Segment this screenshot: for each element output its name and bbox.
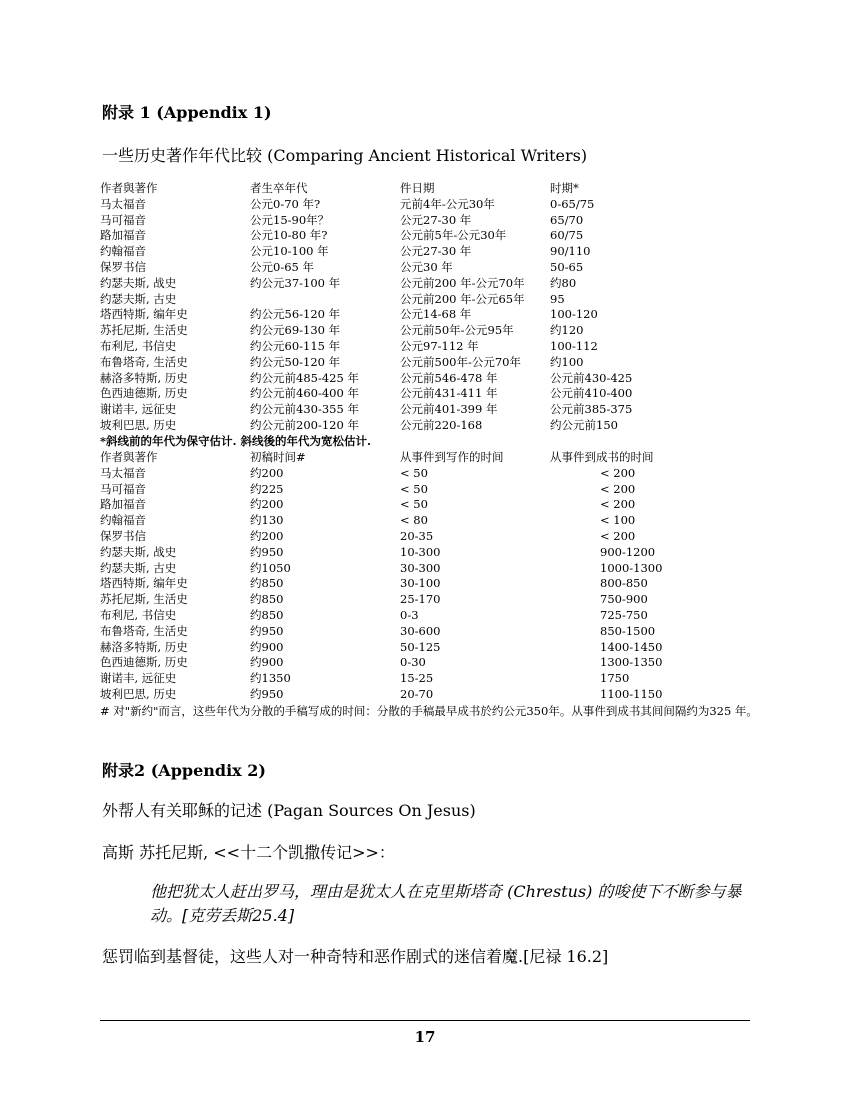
- table-cell: 800-850: [600, 576, 648, 591]
- table-cell: 约公元前485-425 年: [250, 370, 359, 385]
- table-row: [100, 513, 750, 529]
- table-row: [100, 466, 750, 482]
- table-cell: 0-3: [400, 607, 419, 622]
- table-cell: 公元前50年-公元95年: [400, 323, 514, 338]
- table-row: [100, 276, 700, 292]
- table-cell: 约950: [250, 686, 284, 701]
- table-cell: 赫洛多特斯, 历史: [100, 639, 188, 654]
- table-cell: 公元前5年-公元30年: [400, 228, 507, 243]
- table-cell: 公元97-112 年: [400, 338, 479, 353]
- table-row: [100, 687, 750, 703]
- table-cell: 坡利巴思, 历史: [100, 686, 177, 701]
- table-cell: 725-750: [600, 607, 648, 622]
- table-cell: 公元前500年-公元70年: [400, 354, 521, 369]
- table-cell: 95: [550, 291, 565, 306]
- table-cell: 约公元前460-400 年: [250, 386, 359, 401]
- table-cell: < 200: [600, 465, 636, 480]
- table-cell: 50-65: [550, 259, 584, 274]
- footer-rule: [100, 1020, 750, 1021]
- table-cell: 25-170: [400, 592, 441, 607]
- table-cell: 约公元50-120 年: [250, 354, 341, 369]
- table-row: [100, 213, 700, 229]
- writers-date-table: [100, 181, 700, 434]
- table-row: [100, 482, 750, 498]
- table-cell: 路加福音: [100, 228, 146, 243]
- table-cell: 约100: [550, 354, 584, 369]
- table-cell: 公元15-90年？: [250, 212, 330, 227]
- table-row: [100, 608, 750, 624]
- table-cell: 20-70: [400, 686, 434, 701]
- table-cell: 约850: [250, 607, 284, 622]
- table-row: [100, 561, 750, 577]
- table-header-row: [100, 181, 700, 197]
- table-row: [100, 339, 700, 355]
- table-cell: 公元27-30 年: [400, 244, 472, 259]
- table-cell: 约公元前200-120 年: [250, 417, 359, 432]
- table-cell: 公元前401-399 年: [400, 402, 498, 417]
- table-cell: 公元14-68 年: [400, 307, 472, 322]
- table-row: [100, 197, 700, 213]
- table-row: [100, 402, 700, 418]
- table-cell: 约225: [250, 481, 284, 496]
- table-cell: 约950: [250, 623, 284, 638]
- table-cell: 约瑟夫斯, 古史: [100, 291, 177, 306]
- table-cell: 马太福音: [100, 196, 146, 211]
- table-cell: 约200: [250, 528, 284, 543]
- table-cell: < 50: [400, 465, 428, 480]
- table-cell: 750-900: [600, 592, 648, 607]
- table-cell: 900-1200: [600, 544, 656, 559]
- table-cell: 约1350: [250, 671, 291, 686]
- table-cell: 约80: [550, 275, 577, 290]
- table-cell: 65/70: [550, 212, 584, 227]
- table-cell: 布利尼, 书信史: [100, 338, 177, 353]
- table-header-cell: 作者與著作: [100, 450, 158, 464]
- table-cell: 塔西特斯, 编年史: [100, 307, 188, 322]
- table-row: [100, 228, 700, 244]
- table-cell: 60/75: [550, 228, 584, 243]
- table-row: [100, 260, 700, 276]
- table-row: [100, 323, 700, 339]
- table-cell: 公元0-65 年: [250, 259, 314, 274]
- table-cell: 50-125: [400, 639, 441, 654]
- table-cell: 约瑟夫斯, 古史: [100, 560, 177, 575]
- table-cell: 公元前410-400: [550, 386, 633, 401]
- table-cell: 30-600: [400, 623, 441, 638]
- table-cell: 公元27-30 年: [400, 212, 472, 227]
- table-cell: 公元前430-425: [550, 370, 633, 385]
- table-cell: 公元前385-375: [550, 402, 633, 417]
- table-cell: 公元前200 年-公元65年: [400, 291, 525, 306]
- table-cell: 保罗书信: [100, 259, 146, 274]
- table-cell: 马可福音: [100, 481, 146, 496]
- table-cell: 约公元37-100 年: [250, 275, 341, 290]
- table-cell: 布鲁塔奇, 生活史: [100, 354, 188, 369]
- table-cell: 约瑟夫斯, 战史: [100, 275, 177, 290]
- table-cell: 布鲁塔奇, 生活史: [100, 623, 188, 638]
- table-cell: 约公元56-120 年: [250, 307, 341, 322]
- table-cell: 1400-1450: [600, 639, 663, 654]
- table-row: [100, 307, 700, 323]
- table-cell: 色西迪德斯, 历史: [100, 386, 188, 401]
- table-cell: 90/110: [550, 244, 591, 259]
- page-number: 17: [414, 1028, 436, 1046]
- table-cell: 约公元69-130 年: [250, 323, 341, 338]
- table-cell: [250, 292, 400, 308]
- table-cell: 30-300: [400, 560, 441, 575]
- table-cell: 约翰福音: [100, 513, 146, 528]
- table-header-cell: 作者與著作: [100, 181, 158, 195]
- table-cell: 约120: [550, 323, 584, 338]
- table-cell: 850-1500: [600, 623, 656, 638]
- table-row: [100, 640, 750, 656]
- table-cell: 保罗书信: [100, 528, 146, 543]
- table-cell: 100-120: [550, 307, 598, 322]
- closing-paragraph: 惩罚临到基督徒，这些人对一种奇特和恶作剧式的迷信着魔.[尼禄 16.2]: [102, 947, 609, 966]
- table-cell: 约850: [250, 576, 284, 591]
- table1-note: *斜线前的年代为保守估计. 斜线後的年代为宽松估计.: [100, 434, 372, 448]
- table-row: [100, 655, 750, 671]
- table-row: [100, 371, 700, 387]
- manuscript-table-body: [100, 450, 750, 703]
- table-cell: 路加福音: [100, 497, 146, 512]
- table-cell: 30-100: [400, 576, 441, 591]
- table-cell: 约公元前150: [550, 417, 618, 432]
- table-cell: 公元10-80 年?: [250, 228, 328, 243]
- table2-note: # 对"新约"而言，这些年代为分散的手稿写成的时间：分散的手稿最早成书於约公元350年。从事件到成书其间间隔约为325 年。: [100, 704, 758, 718]
- appendix1-heading: 附录 1 (Appendix 1): [102, 103, 272, 122]
- table-cell: 公元10-100 年: [250, 244, 329, 259]
- table-cell: < 50: [400, 497, 428, 512]
- table-cell: 约瑟夫斯, 战史: [100, 544, 177, 559]
- table-cell: < 200: [600, 497, 636, 512]
- table-row: [100, 545, 750, 561]
- table-cell: 约900: [250, 639, 284, 654]
- table-header-cell: 者生卒年代: [250, 181, 308, 195]
- table-row: [100, 244, 700, 260]
- table-cell: 约公元60-115 年: [250, 338, 341, 353]
- table-cell: 马太福音: [100, 465, 146, 480]
- table-cell: 苏托尼斯, 生活史: [100, 323, 188, 338]
- table-row: [100, 624, 750, 640]
- table-cell: 约900: [250, 655, 284, 670]
- table-cell: 公元0-70 年?: [250, 196, 321, 211]
- block-quote: 他把犹太人赶出罗马，理由是犹太人在克里斯塔奇 (Chrestus) 的唆使下不断参与暴动。[克劳丢斯25.4]: [150, 882, 742, 925]
- table-header-row: [100, 450, 750, 466]
- table-cell: 1750: [600, 671, 630, 686]
- table-cell: < 100: [600, 513, 636, 528]
- table-header-cell: 初稿时间#: [250, 450, 306, 464]
- table-cell: 赫洛多特斯, 历史: [100, 370, 188, 385]
- appendix2-heading: 附录2 (Appendix 2): [102, 761, 266, 780]
- table-row: [100, 592, 750, 608]
- table-cell: 布利尼, 书信史: [100, 607, 177, 622]
- table-cell: 约200: [250, 497, 284, 512]
- table-row: [100, 671, 750, 687]
- table-cell: < 50: [400, 481, 428, 496]
- table-cell: 元前4年-公元30年: [400, 196, 495, 211]
- source-citation: 高斯 苏托尼斯, <<十二个凯撒传记>>：: [102, 843, 395, 862]
- table-cell: 约1050: [250, 560, 291, 575]
- table-row: [100, 292, 700, 308]
- table-row: [100, 355, 700, 371]
- table-header-cell: 从事件到成书的时间: [550, 450, 654, 464]
- table-cell: 公元30 年: [400, 259, 453, 274]
- table-cell: 1000-1300: [600, 560, 663, 575]
- table-cell: 约950: [250, 544, 284, 559]
- table-cell: 100-112: [550, 338, 598, 353]
- table-cell: < 200: [600, 481, 636, 496]
- manuscript-table: [100, 450, 750, 703]
- table-cell: 约200: [250, 465, 284, 480]
- table-cell: 谢诺丰, 远征史: [100, 671, 177, 686]
- table-header-cell: 时期*: [550, 181, 579, 195]
- table-cell: 15-25: [400, 671, 434, 686]
- table-cell: < 200: [600, 528, 636, 543]
- appendix1-subtitle: 一些历史著作年代比较 (Comparing Ancient Historical Writers): [102, 146, 588, 165]
- table-cell: 公元前546-478 年: [400, 370, 498, 385]
- table-cell: 1100-1150: [600, 686, 663, 701]
- table-row: [100, 497, 750, 513]
- table-cell: 色西迪德斯, 历史: [100, 655, 188, 670]
- table-cell: 公元前200 年-公元70年: [400, 275, 525, 290]
- table-row: [100, 576, 750, 592]
- table-header-cell: 件日期: [400, 181, 435, 195]
- table-header-cell: 从事件到写作的时间: [400, 450, 504, 464]
- table-cell: 20-35: [400, 528, 434, 543]
- table-cell: 约850: [250, 592, 284, 607]
- table-cell: 谢诺丰, 远征史: [100, 402, 177, 417]
- table-cell: < 80: [400, 513, 428, 528]
- table-row: [100, 418, 700, 434]
- table-cell: 0-30: [400, 655, 426, 670]
- table-cell: 公元前431-411 年: [400, 386, 498, 401]
- table-cell: 塔西特斯, 编年史: [100, 576, 188, 591]
- table-cell: 苏托尼斯, 生活史: [100, 592, 188, 607]
- table-cell: 约翰福音: [100, 244, 146, 259]
- table-cell: 马可福音: [100, 212, 146, 227]
- table-cell: 约公元前430-355 年: [250, 402, 359, 417]
- table-cell: 10-300: [400, 544, 441, 559]
- table-cell: 1300-1350: [600, 655, 663, 670]
- table-cell: 约130: [250, 513, 284, 528]
- table-row: [100, 529, 750, 545]
- appendix2-subtitle: 外帮人有关耶稣的记述 (Pagan Sources On Jesus): [102, 801, 476, 820]
- table-cell: 0-65/75: [550, 196, 595, 211]
- table-cell: 公元前220-168: [400, 417, 483, 432]
- table-row: [100, 386, 700, 402]
- writers-date-table-body: [100, 181, 700, 434]
- table-cell: 坡利巴思, 历史: [100, 417, 177, 432]
